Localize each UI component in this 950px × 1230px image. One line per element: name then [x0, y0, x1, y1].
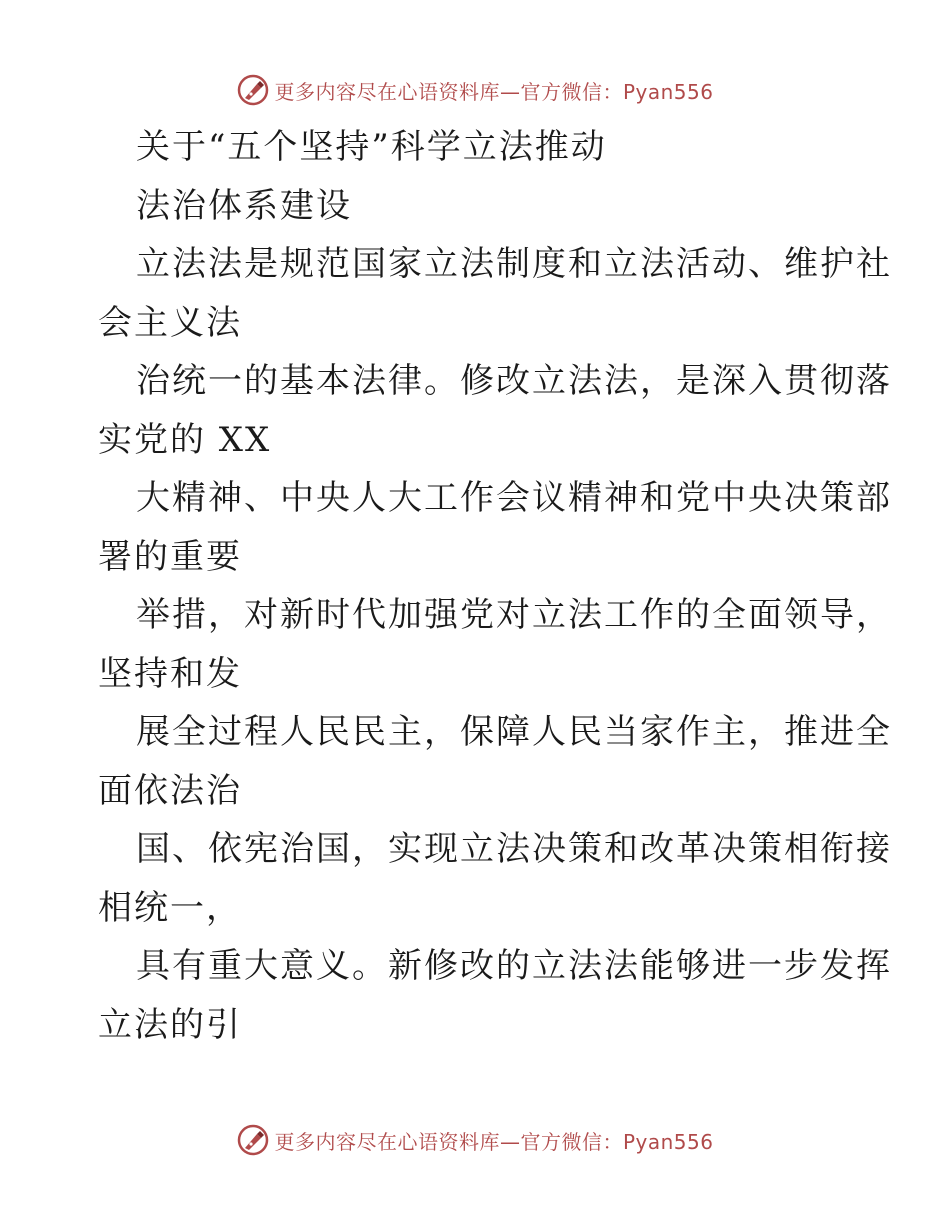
watermark-text: 更多内容尽在心语资料库—官方微信：Pyan556 — [274, 79, 714, 104]
paragraph-line: 面依法治 — [98, 770, 242, 811]
bottom-watermark-banner — [0, 1120, 950, 1160]
pen-nib-logo-icon — [236, 73, 270, 107]
paragraph-line: 实党的 XX — [98, 419, 272, 460]
paragraph-line: 立法的引 — [98, 1004, 242, 1045]
paragraph-line: 大精神、中央人大工作会议精神和党中央决策部 — [136, 478, 892, 518]
paragraph-line: 法治体系建设 — [136, 185, 352, 226]
document-body — [98, 118, 892, 1054]
watermark-text: 更多内容尽在心语资料库—官方微信：Pyan556 — [274, 1129, 714, 1154]
pen-nib-logo-icon — [236, 1123, 270, 1157]
paragraph-line: 关于“五个坚持”科学立法推动 — [136, 127, 607, 167]
paragraph-line: 举措，对新时代加强党对立法工作的全面领导， — [136, 595, 892, 635]
paragraph-line: 治统一的基本法律。修改立法法，是深入贯彻落 — [136, 361, 892, 401]
paragraph-line: 坚持和发 — [98, 653, 242, 694]
paragraph-line: 相统一， — [98, 887, 242, 928]
paragraph-line: 立法法是规范国家立法制度和立法活动、维护社 — [136, 244, 892, 284]
top-watermark-banner — [0, 70, 950, 110]
paragraph-line: 展全过程人民民主，保障人民当家作主，推进全 — [136, 712, 892, 752]
paragraph-line: 会主义法 — [98, 302, 242, 343]
paragraph-line: 国、依宪治国，实现立法决策和改革决策相衔接 — [136, 829, 892, 869]
paragraph-line: 具有重大意义。新修改的立法法能够进一步发挥 — [136, 946, 892, 986]
paragraph-line: 署的重要 — [98, 536, 242, 577]
